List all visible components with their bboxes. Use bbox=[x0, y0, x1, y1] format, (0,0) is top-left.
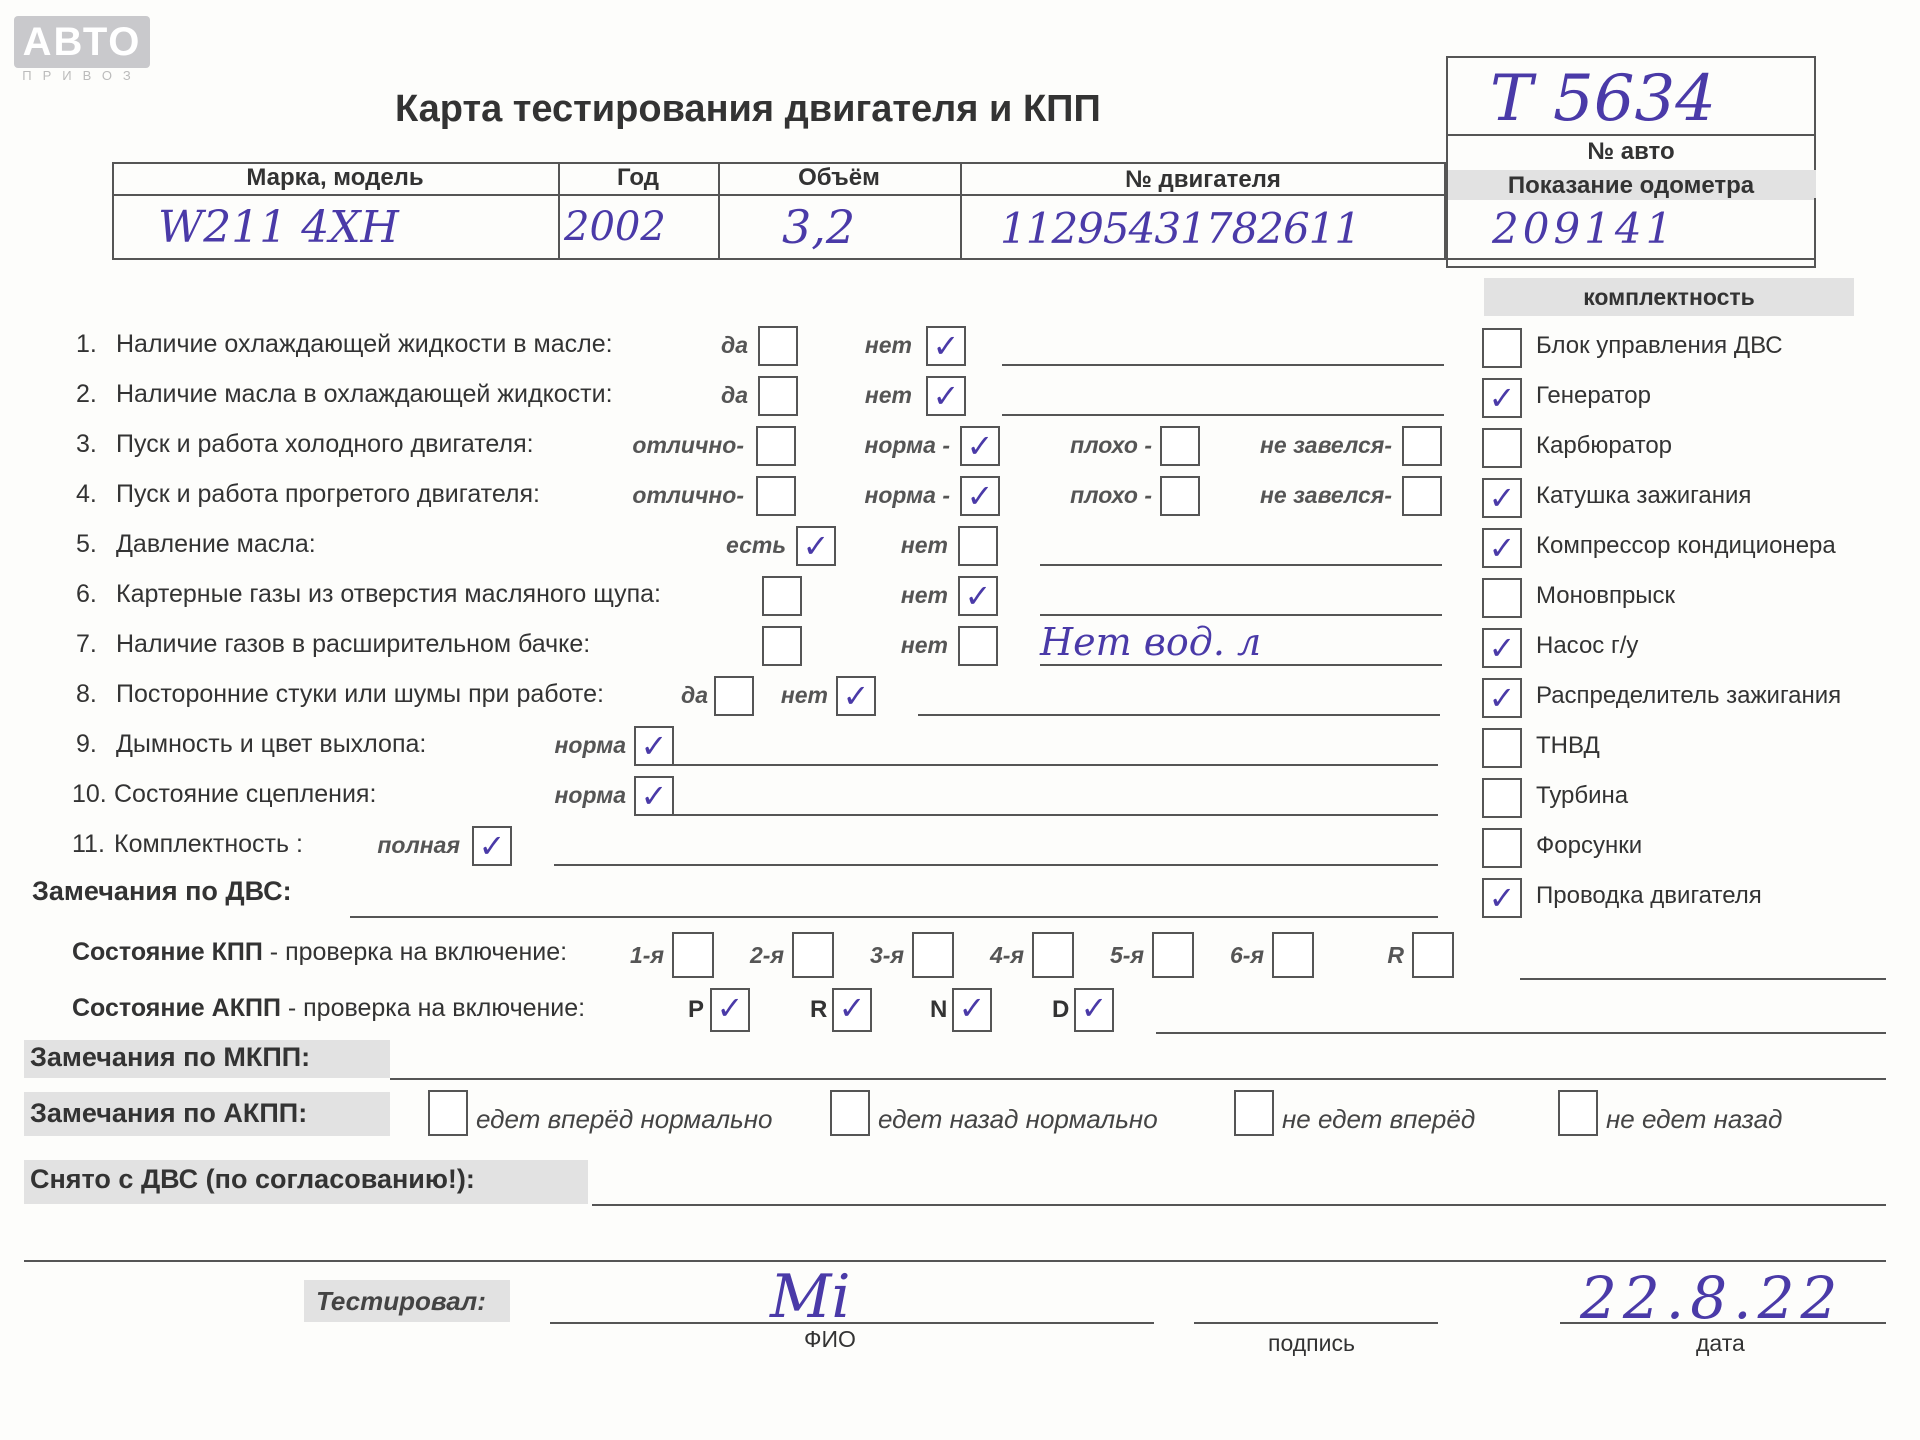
item-option-label: нет bbox=[864, 382, 912, 408]
item-checkbox[interactable] bbox=[714, 676, 754, 716]
fio-label: ФИО bbox=[804, 1326, 856, 1352]
item-label: Наличие масла в охлаждающей жидкости: bbox=[116, 380, 613, 408]
item-number: 4. bbox=[76, 480, 97, 508]
complect-checkbox[interactable]: ✓ bbox=[1482, 478, 1522, 518]
complect-checkbox[interactable]: ✓ bbox=[1482, 378, 1522, 418]
item-checkbox[interactable] bbox=[1160, 426, 1200, 466]
akpp-gear-checkbox[interactable]: ✓ bbox=[1074, 988, 1114, 1032]
item-checkbox[interactable] bbox=[1160, 476, 1200, 516]
kpp-label bbox=[72, 938, 567, 967]
item-label: Комплектность : bbox=[114, 830, 303, 858]
akpp-remark-checkbox[interactable] bbox=[1234, 1090, 1274, 1136]
complect-label: Проводка двигателя bbox=[1536, 882, 1762, 909]
car-number-divider bbox=[1446, 134, 1816, 136]
item-option-label: да bbox=[680, 682, 708, 708]
akpp-remark-checkbox[interactable] bbox=[1558, 1090, 1598, 1136]
item-option-label: нет bbox=[864, 332, 912, 358]
complect-label: Карбюратор bbox=[1536, 432, 1673, 459]
item-option-label: да bbox=[720, 332, 748, 358]
complect-checkbox[interactable]: ✓ bbox=[1482, 528, 1522, 568]
item-checkbox[interactable]: ✓ bbox=[958, 576, 998, 616]
item-option-label: не завелся- bbox=[1260, 482, 1392, 508]
sign-line bbox=[1194, 1322, 1438, 1324]
item-number: 11. bbox=[72, 830, 105, 858]
kpp-gear-checkbox[interactable] bbox=[1032, 932, 1074, 978]
item-label: Дымность и цвет выхлопа: bbox=[116, 730, 427, 758]
item-checkbox[interactable] bbox=[762, 626, 802, 666]
item-number: 2. bbox=[76, 380, 97, 408]
item-checkbox[interactable] bbox=[758, 376, 798, 416]
item-checkbox[interactable] bbox=[1402, 426, 1442, 466]
mkpp-remarks-label: Замечания по МКПП: bbox=[30, 1042, 311, 1072]
item-label: Наличие газов в расширительном бачке: bbox=[116, 630, 591, 658]
value-year: 2002 bbox=[564, 204, 666, 250]
akpp-gear-checkbox[interactable]: ✓ bbox=[952, 988, 992, 1032]
complect-checkbox[interactable] bbox=[1482, 428, 1522, 468]
akpp-label-bold: Состояние АКПП bbox=[72, 994, 281, 1022]
item-checkbox[interactable] bbox=[1402, 476, 1442, 516]
item-checkbox[interactable]: ✓ bbox=[926, 376, 966, 416]
akpp-gear-label: R bbox=[810, 996, 828, 1023]
item-option-label: не завелся- bbox=[1260, 432, 1392, 458]
item-number: 7. bbox=[76, 630, 97, 658]
item-checkbox[interactable] bbox=[762, 576, 802, 616]
fio-line bbox=[550, 1322, 1154, 1324]
item-option-label: плохо - bbox=[1070, 482, 1152, 508]
value-brand-model: W211 4XH bbox=[158, 202, 399, 253]
item-checkbox[interactable]: ✓ bbox=[796, 526, 836, 566]
kpp-gear-label: 1-я bbox=[630, 942, 664, 968]
item-number: 1. bbox=[76, 330, 97, 358]
akpp-remark-label: едет вперёд нормально bbox=[476, 1104, 773, 1134]
item-checkbox[interactable] bbox=[756, 476, 796, 516]
kpp-gear-label: 4-я bbox=[990, 942, 1024, 968]
akpp-remark-checkbox[interactable] bbox=[830, 1090, 870, 1136]
kpp-gear-checkbox[interactable] bbox=[792, 932, 834, 978]
removed-label: Снято с ДВС (по согласованию!): bbox=[30, 1164, 475, 1194]
separator-line bbox=[24, 1260, 1886, 1262]
kpp-gear-checkbox[interactable] bbox=[912, 932, 954, 978]
item-note-line bbox=[918, 714, 1440, 716]
kpp-gear-label: R bbox=[1387, 942, 1404, 968]
complect-label: Катушка зажигания bbox=[1536, 482, 1752, 509]
complect-label: Турбина bbox=[1536, 782, 1629, 809]
fio-value: Mi bbox=[770, 1262, 851, 1332]
item-option-label: нет bbox=[780, 682, 828, 708]
complect-checkbox[interactable] bbox=[1482, 728, 1522, 768]
item-option-label: отлично- bbox=[632, 482, 744, 508]
date-label: дата bbox=[1696, 1330, 1745, 1356]
header-year: Год bbox=[617, 164, 659, 191]
item-checkbox[interactable]: ✓ bbox=[960, 476, 1000, 516]
item-option-label: плохо - bbox=[1070, 432, 1152, 458]
date-line bbox=[1560, 1322, 1886, 1324]
item-note-line bbox=[674, 814, 1438, 816]
value-odometer: 209141 bbox=[1492, 204, 1677, 253]
item-note-line bbox=[1002, 414, 1444, 416]
item-option-label: норма - bbox=[864, 482, 950, 508]
item-option-label: есть bbox=[726, 532, 786, 558]
kpp-gear-checkbox[interactable] bbox=[672, 932, 714, 978]
dvs-remarks-label: Замечания по ДВС: bbox=[32, 876, 292, 906]
company-logo-subtitle: ПРИВОЗ bbox=[22, 68, 142, 83]
complect-checkbox[interactable]: ✓ bbox=[1482, 878, 1522, 918]
car-number-label: № авто bbox=[1587, 138, 1675, 165]
akpp-remark-checkbox[interactable] bbox=[428, 1090, 468, 1136]
page-title: Карта тестирования двигателя и КПП bbox=[395, 88, 1101, 130]
kpp-gear-label: 3-я bbox=[870, 942, 904, 968]
kpp-gear-checkbox[interactable] bbox=[1152, 932, 1194, 978]
header-odometer: Показание одометра bbox=[1507, 172, 1755, 199]
removed-line bbox=[592, 1204, 1886, 1206]
complect-label: ТНВД bbox=[1536, 732, 1600, 759]
complect-label: Насос г/у bbox=[1536, 632, 1639, 659]
kpp-gear-checkbox[interactable] bbox=[1412, 932, 1454, 978]
item-option-label: норма bbox=[554, 782, 626, 808]
akpp-remark-label: не едет вперёд bbox=[1282, 1104, 1476, 1134]
mkpp-remarks-line bbox=[390, 1078, 1886, 1080]
item-checkbox[interactable] bbox=[758, 326, 798, 366]
item-checkbox[interactable] bbox=[958, 526, 998, 566]
kpp-gear-label: 5-я bbox=[1110, 942, 1144, 968]
complect-label: Компрессор кондиционера bbox=[1536, 532, 1836, 559]
complect-checkbox[interactable] bbox=[1482, 778, 1522, 818]
value-volume: 3,2 bbox=[782, 200, 856, 254]
company-logo: АВТО bbox=[14, 16, 150, 68]
header-volume: Объём bbox=[798, 164, 880, 191]
complect-label: Форсунки bbox=[1536, 832, 1643, 859]
item-note-line bbox=[1040, 564, 1442, 566]
item-option-label: нет bbox=[900, 582, 948, 608]
item-option-label: нет bbox=[900, 632, 948, 658]
complect-label: Блок управления ДВС bbox=[1536, 332, 1783, 359]
item-checkbox[interactable]: ✓ bbox=[836, 676, 876, 716]
dvs-remarks-line bbox=[350, 916, 1438, 918]
akpp-gear-label: D bbox=[1052, 996, 1070, 1023]
akpp-gear-label: P bbox=[688, 996, 705, 1023]
akpp-remarks-label: Замечания по АКПП: bbox=[30, 1098, 308, 1128]
item-note-line bbox=[674, 764, 1438, 766]
item-number: 3. bbox=[76, 430, 97, 458]
kpp-line bbox=[1520, 978, 1886, 980]
item-number: 6. bbox=[76, 580, 97, 608]
akpp-label bbox=[72, 994, 585, 1023]
item-note-line bbox=[1040, 664, 1442, 666]
item-option-label: да bbox=[720, 382, 748, 408]
complect-header: комплектность bbox=[1583, 284, 1755, 310]
item-number: 5. bbox=[76, 530, 97, 558]
vehicle-table bbox=[112, 162, 1816, 260]
item-option-label: норма bbox=[554, 732, 626, 758]
kpp-gear-label: 2-я bbox=[750, 942, 784, 968]
item-checkbox[interactable]: ✓ bbox=[634, 776, 674, 816]
item-checkbox[interactable] bbox=[756, 426, 796, 466]
item-label: Наличие охлаждающей жидкости в масле: bbox=[116, 330, 613, 358]
item-note-line bbox=[1002, 364, 1444, 366]
akpp-remark-label: едет назад нормально bbox=[878, 1104, 1158, 1134]
item-checkbox[interactable]: ✓ bbox=[472, 826, 512, 866]
item-checkbox[interactable]: ✓ bbox=[634, 726, 674, 766]
item-option-label: норма - bbox=[864, 432, 950, 458]
item-option-label: нет bbox=[900, 532, 948, 558]
item-option-label: полная bbox=[377, 832, 460, 858]
complect-checkbox[interactable] bbox=[1482, 328, 1522, 368]
item-number: 10. bbox=[72, 780, 107, 808]
akpp-line bbox=[1156, 1032, 1886, 1034]
complect-label: Распределитель зажигания bbox=[1536, 682, 1842, 709]
item-note-line bbox=[554, 864, 1438, 866]
complect-label: Генератор bbox=[1536, 382, 1651, 409]
item-label: Состояние сцепления: bbox=[114, 780, 377, 808]
akpp-gear-checkbox[interactable]: ✓ bbox=[710, 988, 750, 1032]
item-checkbox[interactable] bbox=[958, 626, 998, 666]
car-number-value: Т 5634 bbox=[1490, 62, 1716, 136]
complect-checkbox[interactable] bbox=[1482, 578, 1522, 618]
complect-label: Моновпрыск bbox=[1536, 582, 1676, 609]
item-label: Картерные газы из отверстия масляного щупа: bbox=[116, 580, 661, 608]
item-checkbox[interactable]: ✓ bbox=[926, 326, 966, 366]
header-brand-model: Марка, модель bbox=[246, 164, 424, 191]
complect-checkbox[interactable]: ✓ bbox=[1482, 628, 1522, 668]
value-engine-number: 11295431782611 bbox=[1000, 204, 1361, 253]
complect-checkbox[interactable]: ✓ bbox=[1482, 678, 1522, 718]
item-option-label: отлично- bbox=[632, 432, 744, 458]
item-label: Давление масла: bbox=[116, 530, 316, 558]
akpp-remark-label: не едет назад bbox=[1606, 1104, 1783, 1134]
item-number: 8. bbox=[76, 680, 97, 708]
akpp-gear-label: N bbox=[930, 996, 948, 1023]
item-label: Посторонние стуки или шумы при работе: bbox=[116, 680, 604, 708]
akpp-gear-checkbox[interactable]: ✓ bbox=[832, 988, 872, 1032]
kpp-label-bold: Состояние КПП bbox=[72, 938, 263, 966]
tested-label: Тестировал: bbox=[316, 1286, 486, 1316]
item-checkbox[interactable]: ✓ bbox=[960, 426, 1000, 466]
date-value: 22.8.22 bbox=[1580, 1264, 1844, 1332]
kpp-label-rest: - проверка на включение: bbox=[262, 938, 568, 966]
item-note: Нет вод. л bbox=[1040, 620, 1262, 664]
sign-label: подпись bbox=[1268, 1330, 1355, 1356]
item-number: 9. bbox=[76, 730, 97, 758]
header-engine-number: № двигателя bbox=[1125, 166, 1281, 193]
complect-checkbox[interactable] bbox=[1482, 828, 1522, 868]
akpp-label-rest: - проверка на включение: bbox=[280, 994, 586, 1022]
item-note-line bbox=[1040, 614, 1442, 616]
item-label: Пуск и работа прогретого двигателя: bbox=[116, 480, 540, 508]
item-label: Пуск и работа холодного двигателя: bbox=[116, 430, 534, 458]
kpp-gear-label: 6-я bbox=[1230, 942, 1264, 968]
kpp-gear-checkbox[interactable] bbox=[1272, 932, 1314, 978]
